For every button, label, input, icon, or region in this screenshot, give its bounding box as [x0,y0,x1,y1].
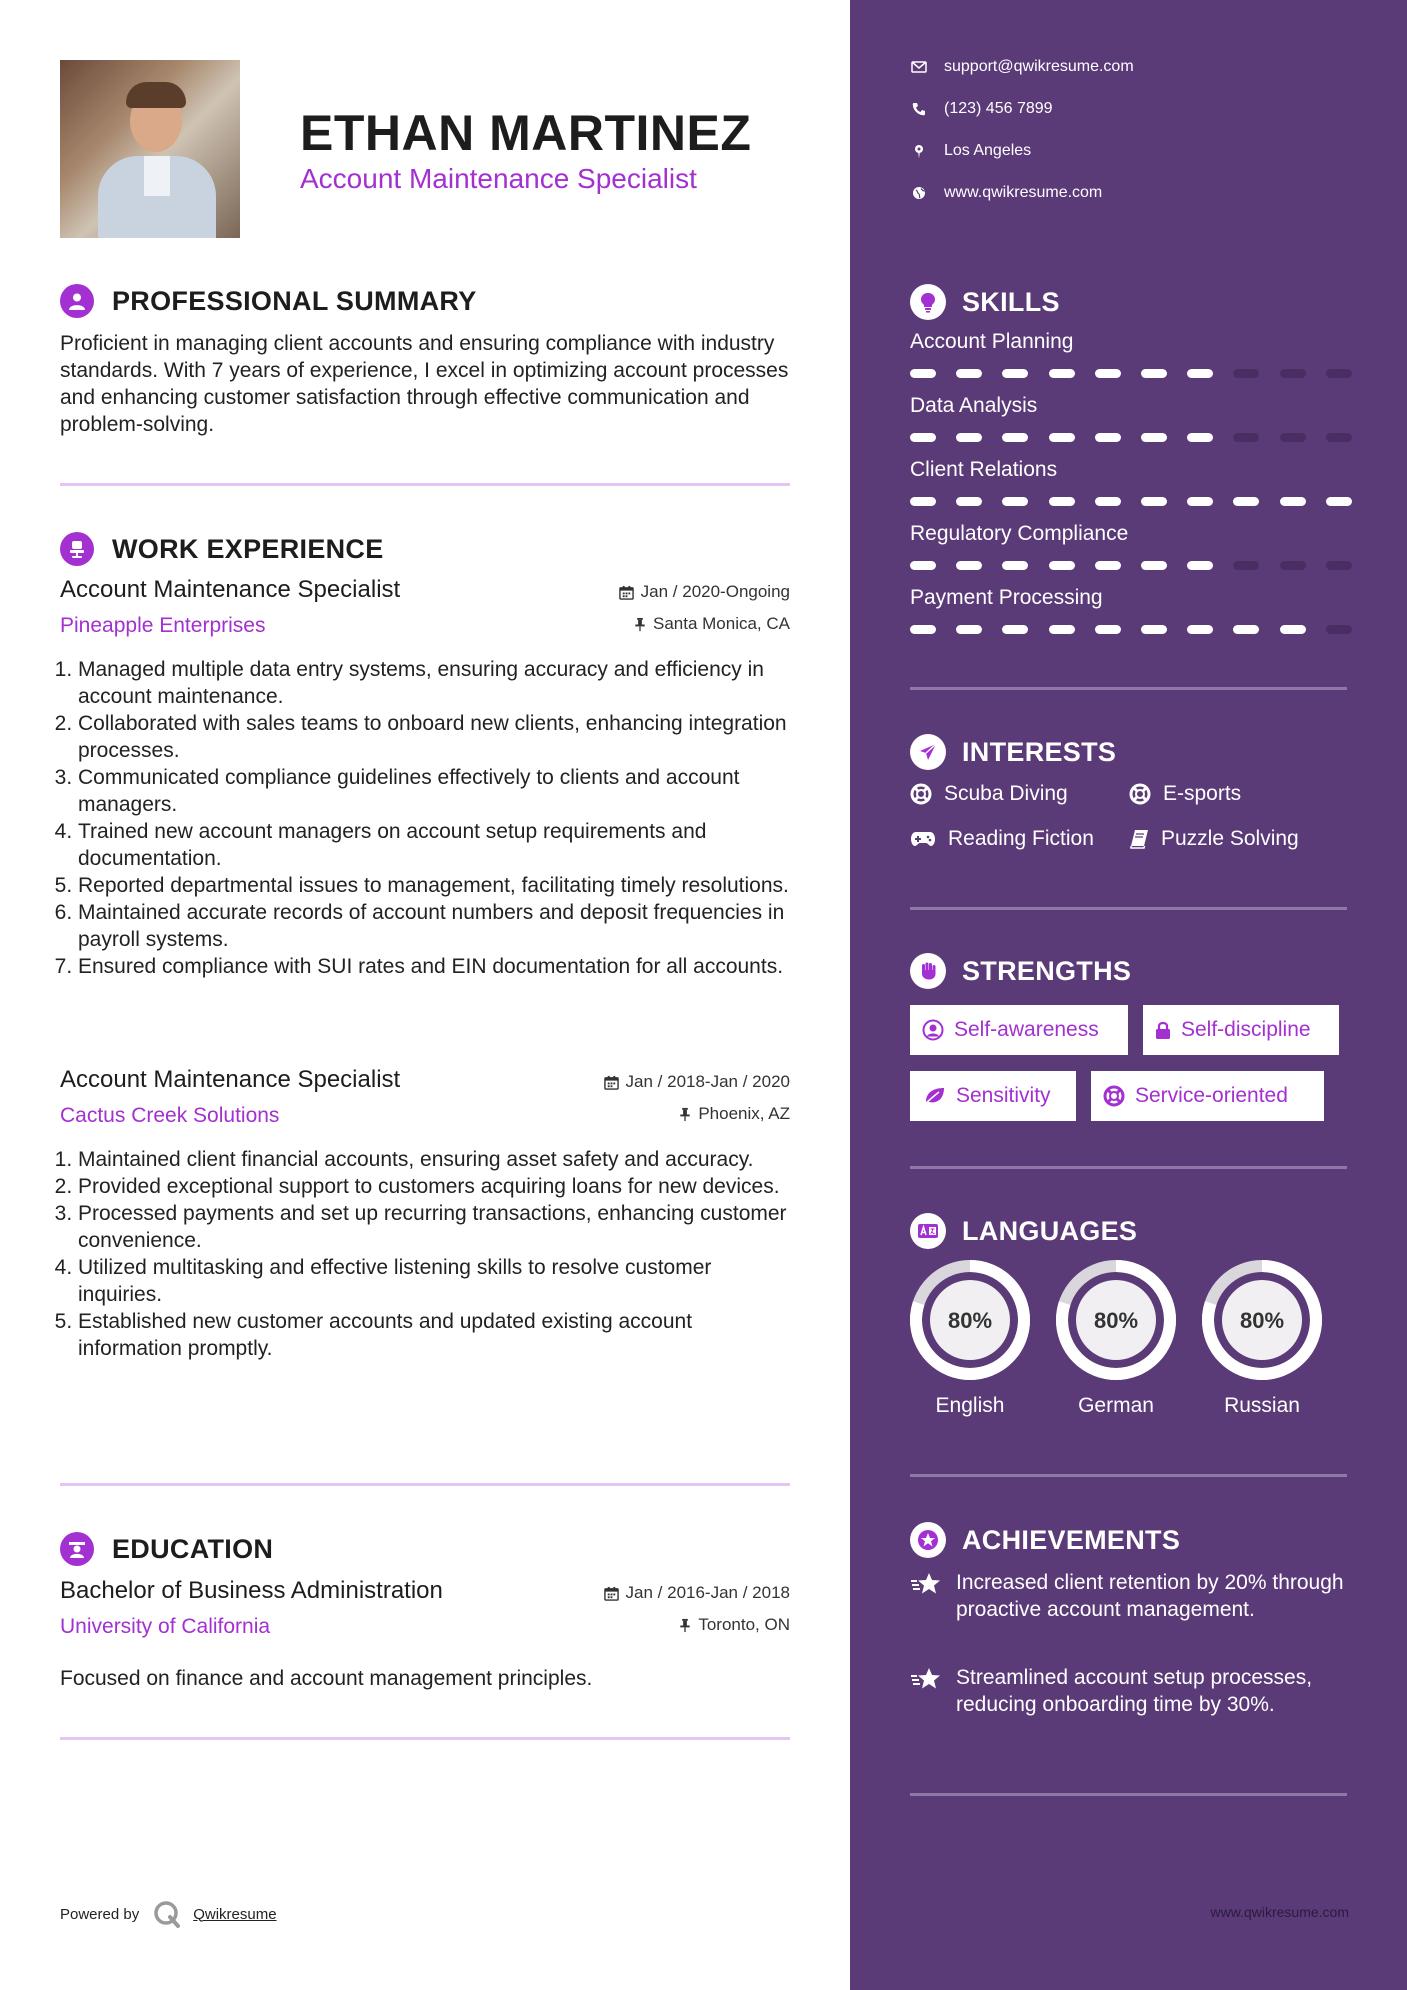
strength-chip [1091,1071,1324,1121]
divider [910,1474,1347,1477]
interest-label: Puzzle Solving [1161,827,1299,850]
pin-icon [634,617,646,632]
job-bullets [60,1146,790,1362]
contact-phone-text: (123) 456 7899 [944,100,1053,117]
skill-item [910,330,1347,354]
skill-dash [1095,369,1121,378]
candidate-name: ETHAN MARTINEZ [300,105,752,161]
skill-dash [1095,625,1121,634]
skill-dash [1002,497,1028,506]
skill-dash [956,561,982,570]
shooting-star-icon [910,1666,942,1692]
language-name: German [1078,1394,1154,1417]
job-date [604,1072,790,1092]
job-bullet: 5. Established new customer accounts and updated existing account information promptly. [78,1308,790,1362]
education-date-text: Jan / 2016-Jan / 2018 [625,1583,790,1602]
user-icon [60,284,94,318]
education-description: Focused on finance and account management principles. [60,1667,593,1690]
interests-heading: INTERESTS [962,736,1117,767]
skill-dash [1049,625,1075,634]
strength-label: Service-oriented [1135,1084,1288,1107]
skill-dash [1187,625,1213,634]
experience-header [60,531,384,567]
skill-name: Payment Processing [910,586,1103,609]
candidate-title: Account Maintenance Specialist [300,163,697,194]
job-bullet: 3. Communicated compliance guidelines effectively to clients and account managers. [78,764,790,818]
interest-item [1129,782,1241,806]
skill-dash [910,369,936,378]
contact-phone[interactable] [910,100,1053,118]
divider [910,1166,1347,1169]
globe-icon [912,186,926,200]
contact-website[interactable] [910,184,1102,202]
summary-header [60,283,477,319]
qwikresume-link[interactable]: Qwikresume [193,1905,277,1923]
skill-dash [1233,561,1259,570]
skill-dash [956,433,982,442]
powered-by [60,1900,277,1928]
sidebar [850,0,1407,1990]
job-date-text: Jan / 2020-Ongoing [640,582,790,601]
lock-icon [1155,1020,1171,1040]
skill-dash [910,433,936,442]
languages-header [910,1213,1137,1249]
language-ring [908,1258,1032,1382]
skill-dash [1326,561,1352,570]
language-percent: 80% [1239,1308,1285,1333]
gamepad-icon [910,830,936,848]
skill-dash [1280,561,1306,570]
achievements-heading: ACHIEVEMENTS [962,1524,1181,1555]
qwikresume-logo-icon [153,1900,181,1928]
language-percent: 80% [1093,1308,1139,1333]
book-icon [1129,829,1149,849]
education-header [60,1531,273,1567]
skill-dash [1233,433,1259,442]
skill-dash [1326,369,1352,378]
job-bullet: 4. Trained new account managers on account setup requirements and documentation. [78,818,790,872]
skill-dash [1141,369,1167,378]
skill-name: Account Planning [910,330,1074,353]
skill-item [910,394,1347,418]
lightbulb-icon [910,284,946,320]
skill-meter [910,433,1347,442]
job-date [619,582,790,602]
skill-dash [1095,497,1121,506]
interest-label: Scuba Diving [944,782,1068,805]
job-bullet: 1. Maintained client financial accounts, ensuring asset safety and accuracy. [78,1146,790,1173]
phone-icon [912,102,926,116]
job-entry [60,576,790,1036]
language-name: English [935,1394,1005,1417]
education-degree: Bachelor of Business Administration [60,1577,443,1604]
achievement-item [910,1664,1350,1718]
skill-dash [1141,497,1167,506]
strength-chip [910,1005,1128,1055]
achievement-item [910,1569,1350,1623]
skill-dash [1095,433,1121,442]
divider [910,1793,1347,1796]
skill-dash [1002,561,1028,570]
skill-dash [1002,369,1028,378]
job-role: Account Maintenance Specialist [60,576,401,603]
lifebuoy-icon [1129,783,1151,805]
strength-label: Sensitivity [956,1084,1051,1107]
skill-dash [956,625,982,634]
job-role: Account Maintenance Specialist [60,1066,401,1093]
contact-email-text: support@qwikresume.com [944,58,1134,75]
strengths-heading: STRENGTHS [962,955,1132,986]
skill-meter [910,497,1347,506]
language-name: Russian [1224,1394,1300,1417]
skill-dash [910,497,936,506]
languages-heading: LANGUAGES [962,1215,1138,1246]
skill-name: Data Analysis [910,394,1038,417]
job-location [679,1104,790,1124]
interest-label: E-sports [1163,782,1242,805]
achievements-header [910,1522,1180,1558]
skill-dash [1141,561,1167,570]
job-bullet: 6. Maintained accurate records of account numbers and deposit frequencies in payroll systems. [78,899,790,953]
contact-website-text: www.qwikresume.com [944,184,1103,201]
lifebuoy-icon [910,783,932,805]
skills-heading: SKILLS [962,286,1060,317]
strength-label: Self-discipline [1181,1018,1311,1041]
contact-location-text: Los Angeles [944,142,1032,159]
experience-heading: WORK EXPERIENCE [112,533,384,564]
job-bullets [60,656,790,980]
job-bullet: 4. Utilized multitasking and effective listening skills to resolve customer inquiries. [78,1254,790,1308]
skill-dash [1233,369,1259,378]
skill-dash [1187,561,1213,570]
job-bullet: 1. Managed multiple data entry systems, ensuring accuracy and efficiency in account maintenance. [78,656,790,710]
envelope-icon [911,61,927,73]
job-company: Pineapple Enterprises [60,614,266,637]
job-company: Cactus Creek Solutions [60,1104,280,1127]
education-school: University of California [60,1615,271,1638]
language-item [1054,1258,1178,1417]
divider [60,483,790,486]
skills-header [910,284,1060,320]
job-bullet: 2. Collaborated with sales teams to onboard new clients, enhancing integration processes. [78,710,790,764]
job-bullet: 7. Ensured compliance with SUI rates and EIN documentation for all accounts. [78,953,790,980]
divider [60,1483,790,1486]
powered-by-label: Powered by [60,1905,140,1923]
leaf-icon [922,1086,946,1106]
job-bullet: 3. Processed payments and set up recurring transactions, enhancing customer convenience. [78,1200,790,1254]
job-bullet: 2. Provided exceptional support to customers acquiring loans for new devices. [78,1173,790,1200]
education-location [679,1615,790,1635]
skill-meter [910,625,1347,634]
shooting-star-icon [910,1571,942,1597]
skill-dash [1280,625,1306,634]
achievement-text: Increased client retention by 20% through proactive account management. [956,1571,1344,1621]
skill-dash [1233,625,1259,634]
skill-dash [1141,625,1167,634]
strength-chip [910,1071,1076,1121]
calendar-icon [604,1075,619,1090]
skill-item [910,586,1347,610]
job-location [634,614,790,634]
paper-plane-icon [910,734,946,770]
skill-item [910,458,1347,482]
job-location-text: Santa Monica, CA [652,614,790,633]
skill-dash [1187,369,1213,378]
summary-heading: PROFESSIONAL SUMMARY [112,285,477,316]
language-item [1200,1258,1324,1417]
divider [60,1737,790,1740]
skill-dash [1187,433,1213,442]
skill-dash [1049,561,1075,570]
divider [910,907,1347,910]
profile-photo [60,60,240,238]
skill-dash [956,369,982,378]
education-location-text: Toronto, ON [698,1615,790,1634]
skill-item [910,522,1347,546]
language-ring [1054,1258,1178,1382]
skill-name: Regulatory Compliance [910,522,1129,545]
divider [910,687,1347,690]
education-entry [60,1577,790,1707]
footer-website[interactable]: www.qwikresume.com [1210,1904,1349,1920]
interest-label: Reading Fiction [948,827,1094,850]
contact-location [910,142,1031,160]
education-heading: EDUCATION [112,1533,274,1564]
skill-dash [1002,625,1028,634]
skill-dash [1280,433,1306,442]
lifebuoy-icon [1103,1085,1125,1107]
job-entry [60,1066,790,1426]
fist-icon [910,953,946,989]
language-item [908,1258,1032,1417]
strength-label: Self-awareness [954,1018,1099,1041]
skill-dash [956,497,982,506]
skill-dash [910,561,936,570]
skill-meter [910,561,1347,570]
user-circle-icon [922,1019,944,1041]
briefcase-chair-icon [60,532,94,566]
achievement-text: Streamlined account setup processes, reducing onboarding time by 30%. [956,1666,1313,1716]
skill-dash [1002,433,1028,442]
skill-dash [1233,497,1259,506]
calendar-icon [619,585,634,600]
pin-icon [679,1618,691,1633]
skill-dash [1049,497,1075,506]
contact-email[interactable] [910,58,1134,76]
skill-dash [1095,561,1121,570]
skill-dash [1141,433,1167,442]
translate-icon [910,1213,946,1249]
interest-item [910,827,1094,851]
map-pin-icon [914,144,924,159]
education-date [604,1583,790,1603]
skill-dash [1049,369,1075,378]
skill-name: Client Relations [910,458,1058,481]
skill-dash [1280,369,1306,378]
skill-dash [1049,433,1075,442]
strength-chip [1143,1005,1339,1055]
skill-dash [1326,433,1352,442]
skill-dash [1187,497,1213,506]
language-ring [1200,1258,1324,1382]
star-badge-icon [910,1522,946,1558]
interest-item [910,782,1068,806]
skill-dash [1326,625,1352,634]
skill-dash [910,625,936,634]
calendar-icon [604,1586,619,1601]
strengths-header [910,953,1131,989]
skill-dash [1326,497,1352,506]
graduation-icon [60,1532,94,1566]
summary-text: Proficient in managing client accounts and ensuring compliance with industry standards. With 7 years of experience, I excel in optimizing account processes and enhancing customer satisfaction through effective communication and problem-solving. [60,332,789,436]
interest-item [1129,827,1299,851]
job-location-text: Phoenix, AZ [698,1104,790,1123]
interests-header [910,734,1116,770]
job-date-text: Jan / 2018-Jan / 2020 [625,1072,790,1091]
pin-icon [679,1107,691,1122]
job-bullet: 5. Reported departmental issues to management, facilitating timely resolutions. [78,872,790,899]
skill-meter [910,369,1347,378]
skill-dash [1280,497,1306,506]
language-percent: 80% [947,1308,993,1333]
